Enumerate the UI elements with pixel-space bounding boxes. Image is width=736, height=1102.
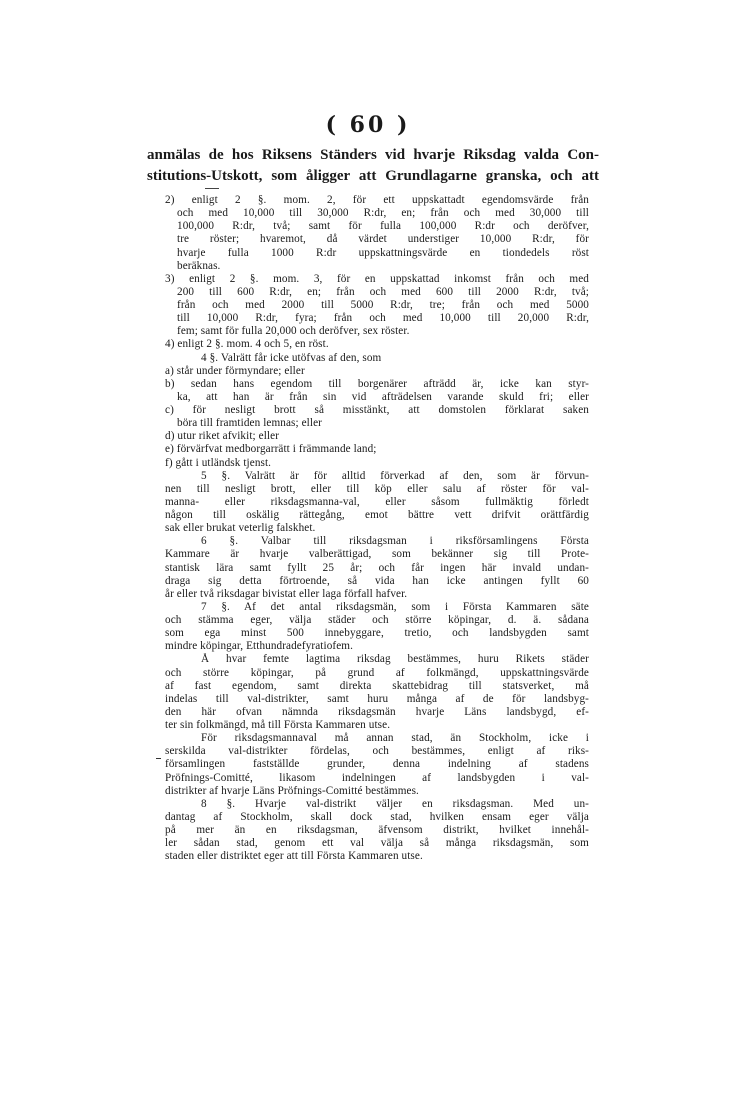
footnote-line: 7 §. Af det antal riksdagsmän, som i Första Kammaren säte — [201, 600, 589, 613]
footnote-line: dantag af Stockholm, skall dock stad, hvilken ensam eger välja — [165, 810, 589, 823]
footnote-line: serskilda val-distrikter fördelas, och bestämmes, enligt af riks- — [165, 745, 589, 758]
main-text-line: stitutions-Utskott, som åligger att Grundlagarne granska, och att — [147, 168, 599, 184]
footnote-divider — [205, 188, 219, 189]
footnote-line: den här ofvan nämnda riksdagsmän hvarje Läns landsbygd, ef- — [165, 705, 589, 718]
footnote-line: år eller två riksdagar bivistat eller laga förfall hafver. — [165, 587, 408, 600]
footnote-line: och större köpingar, på grund af folkmängd, uppskattningsvärde — [165, 666, 589, 679]
footnote-line: ler sådan stad, genom ett val välja så många riksdagsmän, som — [165, 837, 589, 850]
footnote-line: böra till framtiden lemnas; eller — [177, 417, 322, 430]
footnote-line: b) sedan hans egendom till borgenärer afträdd är, icke kan styr- — [165, 377, 589, 390]
footnote-line: tre röster; hvaremot, då värdet understiger 10,000 R:dr, för — [177, 233, 589, 246]
footnote-line: e) förvärfvat medborgarrätt i främmande land; — [165, 443, 377, 456]
footnote-line: och stämma eger, välja städer och större köpingar, d. ä. sådana — [165, 614, 589, 626]
footnote-line: beräknas. — [177, 259, 221, 272]
footnote-line: 4) enligt 2 §. mom. 4 och 5, en röst. — [165, 338, 329, 351]
footnote-line: Pröfnings-Comitté, likasom indelningen af landsbygden i val- — [165, 771, 589, 784]
footnote-line: 8 §. Hvarje val-distrikt väljer en riksdagsman. Med un- — [201, 797, 589, 810]
footnote-line: och med 10,000 till 30,000 R:dr, en; från och med 30,000 till — [177, 207, 589, 220]
footnote-line: 3) enligt 2 §. mom. 3, för en uppskattad inkomst från och med — [165, 272, 589, 285]
footnote-line: draga sig detta förtroende, så vida han icke antingen fyllt 60 — [165, 574, 589, 587]
footnote-line: fem; samt för fulla 20,000 och deröfver, sex röster. — [177, 325, 410, 338]
footnote-line: mindre köpingar, Etthundradefyratiofem. — [165, 640, 353, 653]
footnote — [165, 194, 589, 863]
footnote-line: nen till nesligt brott, eller till köp eller salu af röster för val- — [165, 482, 589, 495]
footnote-line: a) står under förmyndare; eller — [165, 364, 305, 377]
footnote-line: sak eller brukat veterlig falskhet. — [165, 522, 316, 535]
footnote-line: manna- eller riksdagsmanna-val, eller såsom fullmäktig förledt — [165, 495, 589, 508]
footnote-line: af fast egendom, samt direkta skattebidrag till statsverket, må — [165, 679, 589, 692]
footnote-line: på mer än en riksdagsman, äfvensom distrikt, hvilket innehål- — [165, 824, 589, 836]
footnote-line: 200 till 600 R:dr, en; från och med 600 till 2000 R:dr, två; — [177, 285, 589, 298]
footnote-line: d) utur riket afvikit; eller — [165, 430, 280, 443]
footnote-line: 2) enligt 2 §. mom. 2, för ett uppskattadt egendomsvärde från — [165, 194, 589, 206]
footnote-line: indelas till val-distrikter, samt huru många af de för landsbyg- — [165, 692, 589, 705]
footnote-line: distrikter af hvarje Läns Pröfnings-Comitté bestämmes. — [165, 784, 419, 797]
footnote-line: från och med 2000 till 5000 R:dr, tre; från och med 5000 — [177, 299, 589, 311]
footnote-line: 5 §. Valrätt är för alltid förverkad af den, som är förvun- — [201, 469, 589, 482]
footnote-line: någon till oskälig rättegång, emot bättre vett drifvit orättfärdig — [165, 509, 589, 521]
footnote-line: Kammare är hvarje valberättigad, som bekänner sig till Prote- — [165, 548, 589, 561]
footnote-line: ter sin folkmängd, må till Första Kammaren utse. — [165, 719, 391, 731]
footnote-line: 100,000 R:dr, två; samt för fulla 100,000 R:dr och deröfver, — [177, 220, 589, 233]
page-number: ( 60 ) — [325, 112, 411, 138]
footnote-line: c) för nesligt brott så misstänkt, att domstolen förklarat saken — [165, 404, 589, 416]
footnote-line: till 10,000 R:dr, fyra; från och med 10,000 till 20,000 R:dr, — [177, 312, 589, 325]
main-text-line: anmälas de hos Riksens Ständers vid hvarje Riksdag valda Con- — [147, 147, 599, 163]
footnote-line: staden eller distriktet eger att till Första Kammaren utse. — [165, 850, 423, 863]
footnote-line: som ega minst 500 innebyggare, tretio, och landsbygden samt — [165, 627, 589, 640]
footnote-line: 6 §. Valbar till riksdagsman i riksförsamlingens Första — [201, 535, 589, 548]
footnote-line: ka, att han är från sin vid afträdelsen varande skuld fri; eller — [177, 390, 589, 403]
footnote-line: 4 §. Valrätt får icke utöfvas af den, som — [201, 351, 382, 364]
footnote-line: församlingen fastställde grunder, denna indelning af stadens — [165, 758, 589, 771]
footnote-line: stantisk lära samt fyllt 25 år; och får ingen här invald undan- — [165, 561, 589, 574]
footnote-line: f) gått i utländsk tjenst. — [165, 456, 272, 469]
footnote-line: hvarje fulla 1000 R:dr uppskattningsvärde en tiondedels röst — [177, 246, 589, 259]
footnote-line: Å hvar femte lagtima riksdag bestämmes, huru Rikets städer — [201, 653, 589, 666]
main-text — [147, 145, 599, 187]
footnote-line: För riksdagsmannaval må annan stad, än Stockholm, icke i — [201, 732, 589, 745]
margin-mark — [156, 758, 161, 759]
